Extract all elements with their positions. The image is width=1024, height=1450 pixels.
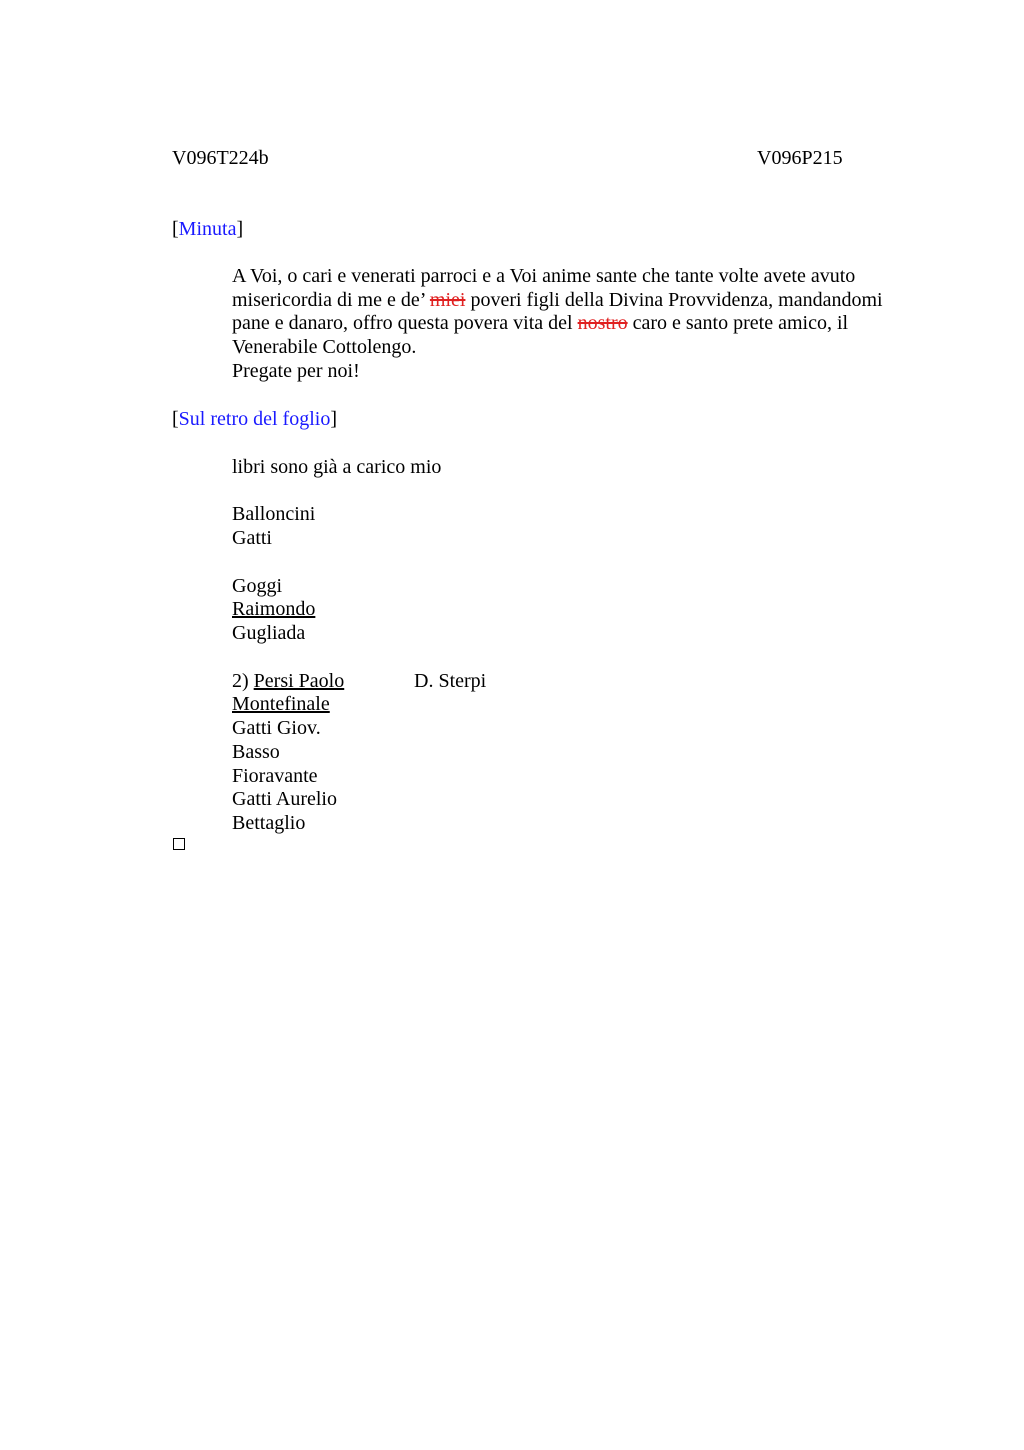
name-sterpi: D. Sterpi [414, 670, 487, 692]
bracket-close: ] [236, 218, 244, 240]
name-item: Bettaglio [232, 812, 306, 834]
checkbox-icon [173, 838, 185, 850]
name-item: Gatti Giov. [232, 717, 321, 739]
name-item: Balloncini [232, 503, 316, 525]
section-label-minuta: Minuta [178, 218, 237, 240]
document-code-right: V096P215 [757, 147, 843, 169]
name-item: Goggi [232, 575, 282, 597]
name-persi-paolo: Persi Paolo [253, 670, 345, 692]
section-heading-minuta [172, 217, 243, 241]
letter-paragraph [172, 265, 912, 384]
deleted-word-nostro: nostro [577, 312, 628, 335]
list-number: 2) [232, 670, 254, 692]
letter-text-part-3: caro e santo prete amico, il Venerabile Cottolengo. [232, 312, 849, 359]
bracket-open: [ [172, 408, 179, 430]
section-heading-retro [172, 407, 337, 431]
note-libri: libri sono già a carico mio [232, 456, 442, 478]
name-item: Basso [232, 741, 280, 763]
letter-text-part-1: A Voi, o cari e venerati parroci e a Voi anime sante che tante volte avete avuto misericordia di me e de’ [232, 265, 856, 311]
name-item: Gatti [232, 527, 272, 549]
name-item: Gugliada [232, 622, 306, 644]
letter-paragraph-2: Pregate per noi! [232, 359, 360, 382]
name-item: Gatti Aurelio [232, 788, 337, 810]
letter-text-part-2: poveri figli della Divina Provvidenza, mandandomi pane e danaro, offro questa povera vita del [232, 288, 883, 335]
name-item-persi [232, 669, 344, 693]
section-label-retro: Sul retro del foglio [178, 408, 331, 430]
name-item: Fioravante [232, 765, 318, 787]
deleted-word-miei: miei [429, 288, 466, 311]
letter-paragraph-1 [172, 265, 912, 360]
document-code-left: V096T224b [172, 147, 269, 169]
name-item-underlined: Montefinale [232, 693, 330, 715]
bracket-close: ] [330, 408, 337, 430]
name-item-underlined: Raimondo [232, 598, 316, 620]
bracket-open: [ [172, 218, 179, 240]
